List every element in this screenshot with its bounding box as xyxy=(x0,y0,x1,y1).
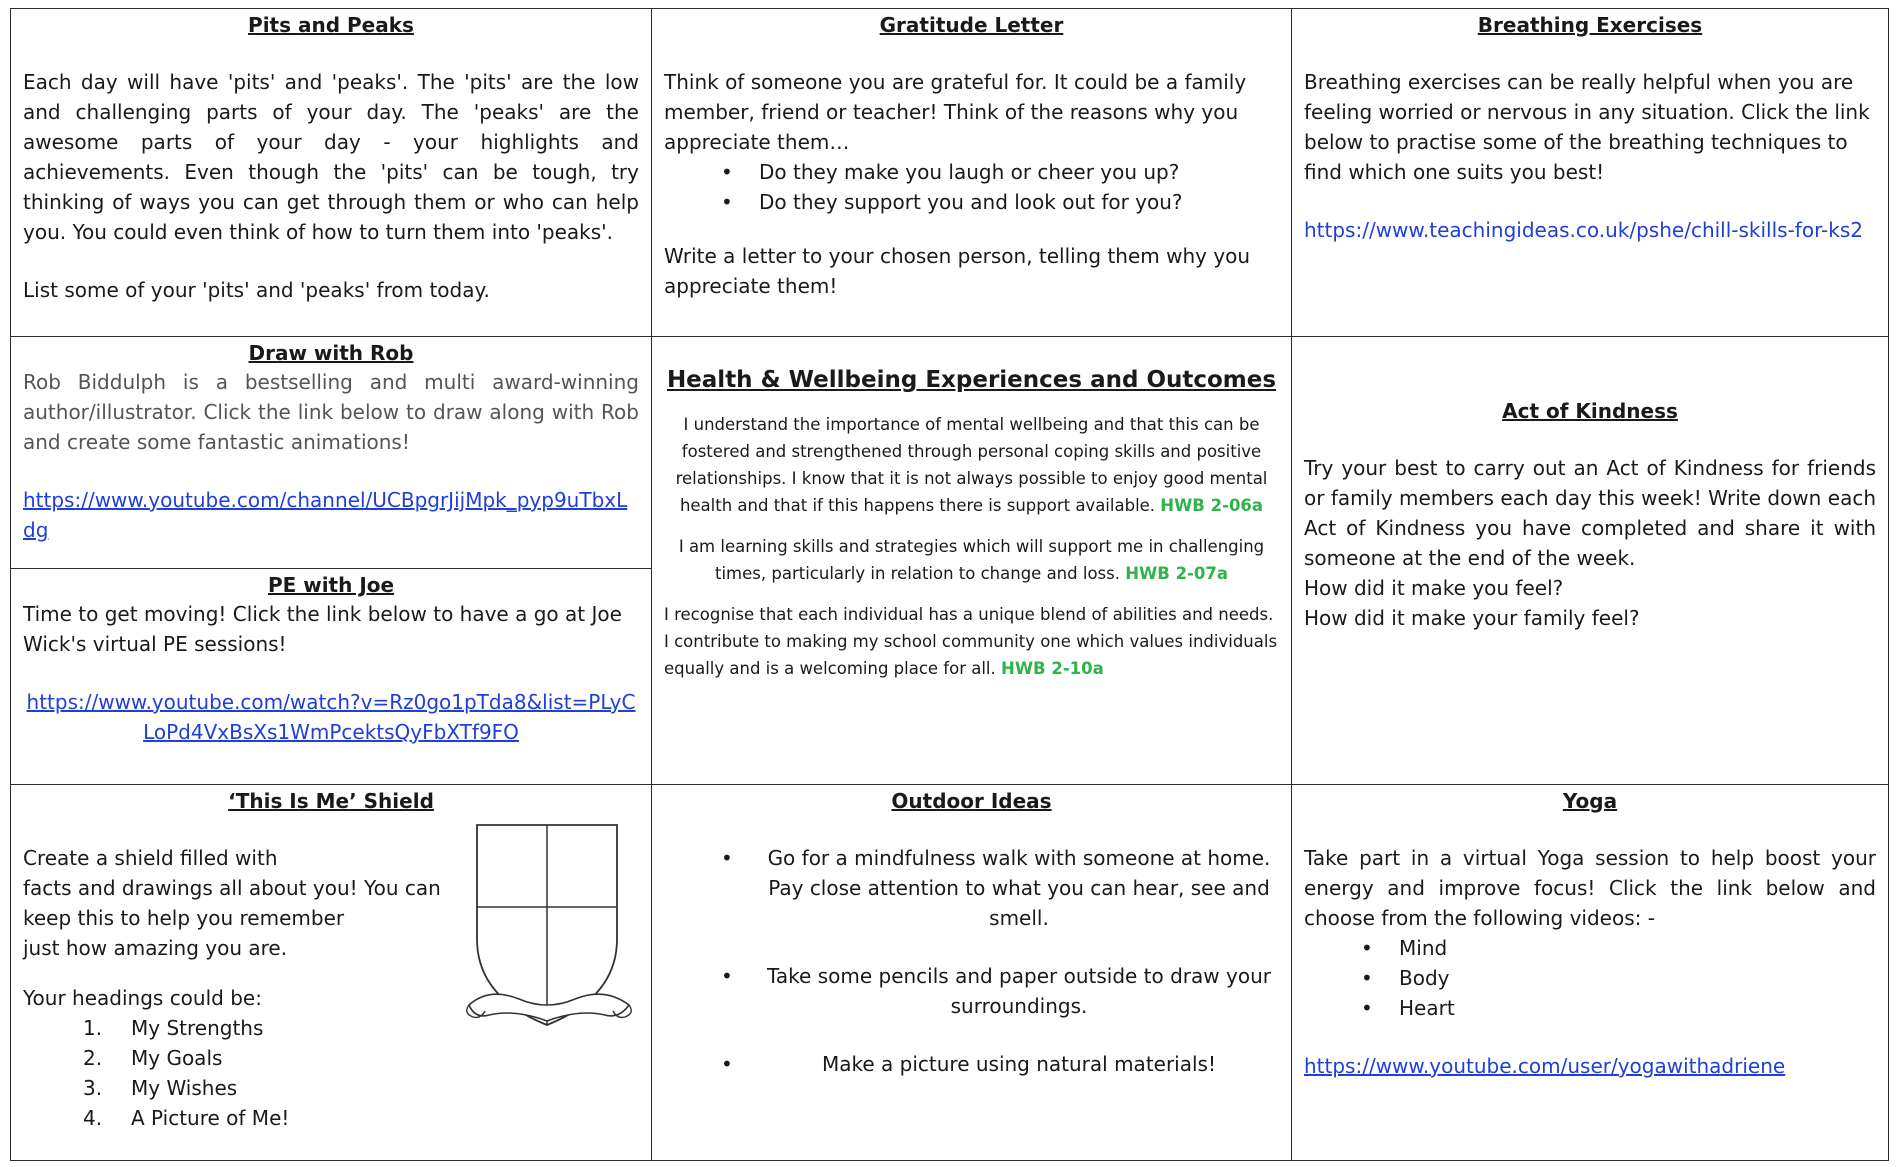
draw-rob-title: Draw with Rob xyxy=(248,341,414,365)
shield-cell xyxy=(11,785,652,1161)
shield-icon xyxy=(459,819,639,1039)
list-item: • Body xyxy=(1304,963,1876,993)
shield-headings-intro: Your headings could be: xyxy=(23,986,262,1010)
pits-peaks-cell xyxy=(11,9,652,337)
list-item: • Do they support you and look out for you? xyxy=(664,187,1279,217)
kindness-text: Try your best to carry out an Act of Kindness for friends or family members each day this week! Write down each Act of Kindness you have completed and share it with someone at the end of the week. xyxy=(1304,456,1876,570)
yoga-link[interactable]: https://www.youtube.com/user/yogawithadriene xyxy=(1304,1054,1786,1078)
outdoor-list xyxy=(664,843,1279,933)
kindness-cell xyxy=(1292,337,1889,785)
shield-title: ‘This Is Me’ Shield xyxy=(228,789,434,813)
breathing-link[interactable]: https://www.teachingideas.co.uk/pshe/chill-skills-for-ks2 xyxy=(1304,218,1863,242)
pe-joe-link[interactable]: https://www.youtube.com/watch?v=Rz0go1pTda8&list=PLyCLoPd4VxBsXs1WmPcektsQyFbXTf9FO xyxy=(26,690,636,744)
gratitude-title: Gratitude Letter xyxy=(879,13,1064,37)
draw-rob-section xyxy=(11,337,651,569)
pe-joe-title: PE with Joe xyxy=(267,573,395,597)
list-item: • Heart xyxy=(1304,993,1876,1023)
outcome-code: HWB 2-06a xyxy=(1160,496,1264,515)
list-item: • Go for a mindfulness walk with someone at home. Pay close attention to what you can hear, see and smell. xyxy=(664,843,1279,933)
activity-grid xyxy=(10,8,1889,1161)
pe-joe-section xyxy=(11,569,651,753)
gratitude-bullets xyxy=(664,157,1279,217)
yoga-options xyxy=(1304,933,1876,1023)
hwb-cell xyxy=(652,337,1292,785)
list-item: • Make a picture using natural materials! xyxy=(664,1049,1279,1079)
yoga-cell xyxy=(1292,785,1889,1161)
list-item: • Do they make you laugh or cheer you up? xyxy=(664,157,1279,187)
shield-line: facts and drawings all about you! You can xyxy=(23,876,441,900)
outcome-code: HWB 2-07a xyxy=(1125,564,1228,583)
yoga-text: Take part in a virtual Yoga session to help boost your energy and improve focus! Click the link below and choose from the following videos: - xyxy=(1304,846,1876,930)
breathing-title: Breathing Exercises xyxy=(1477,13,1703,37)
outdoor-title: Outdoor Ideas xyxy=(891,789,1052,813)
hwb-outcome-2 xyxy=(664,533,1279,587)
shield-illustration xyxy=(459,819,639,1039)
hwb-title: Health & Wellbeing Experiences and Outcomes xyxy=(666,367,1277,393)
outcome-text: I recognise that each individual has a unique blend of abilities and needs. I contribute to making my school community one which values individuals equally and is a welcoming place for all. xyxy=(664,605,1278,678)
draw-rob-text: Rob Biddulph is a bestselling and multi award-winning author/illustrator. Click the link below to draw along with Rob and create some fantastic animations! xyxy=(23,370,639,454)
breathing-text: Breathing exercises can be really helpful when you are feeling worried or nervous in any situation. Click the link below to practise some of the breathing techniques to find which one suits you best! xyxy=(1304,70,1870,184)
outcome-text: I am learning skills and strategies which will support me in challenging times, particularly in relation to change and loss. xyxy=(678,537,1265,583)
shield-line: keep this to help you remember xyxy=(23,906,345,930)
breathing-cell xyxy=(1292,9,1889,337)
list-item: 1. My Strengths xyxy=(83,1016,264,1040)
outdoor-list-3 xyxy=(664,1049,1279,1079)
outdoor-list-2 xyxy=(664,961,1279,1021)
list-item: • Mind xyxy=(1304,933,1876,963)
outdoor-cell xyxy=(652,785,1292,1161)
pits-peaks-task: List some of your 'pits' and 'peaks' from today. xyxy=(23,278,490,302)
list-item: 4. A Picture of Me! xyxy=(83,1106,290,1130)
pits-peaks-title: Pits and Peaks xyxy=(248,13,414,37)
draw-rob-link[interactable]: https://www.youtube.com/channel/UCBpgrJijMpk_pyp9uTbxLdg xyxy=(23,488,628,542)
draw-pe-cell xyxy=(11,337,652,785)
kindness-question-1: How did it make you feel? xyxy=(1304,576,1564,600)
kindness-title: Act of Kindness xyxy=(1502,399,1678,423)
shield-line: Create a shield filled with xyxy=(23,846,278,870)
pe-joe-text: Time to get moving! Click the link below to have a go at Joe Wick's virtual PE sessions! xyxy=(23,602,622,656)
list-item: 2. My Goals xyxy=(83,1046,223,1070)
gratitude-intro: Think of someone you are grateful for. It could be a family member, friend or teacher! Think of the reasons why you appreciate them… xyxy=(664,70,1247,154)
list-item: 3. My Wishes xyxy=(83,1076,238,1100)
kindness-question-2: How did it make your family feel? xyxy=(1304,606,1640,630)
gratitude-outro: Write a letter to your chosen person, telling them why you appreciate them! xyxy=(664,244,1251,298)
hwb-outcome-3 xyxy=(664,601,1279,682)
gratitude-cell xyxy=(652,9,1292,337)
yoga-title: Yoga xyxy=(1562,789,1618,813)
hwb-outcome-1 xyxy=(664,411,1279,519)
shield-line: just how amazing you are. xyxy=(23,936,288,960)
outcome-code: HWB 2-10a xyxy=(1001,659,1104,678)
pits-peaks-text: Each day will have 'pits' and 'peaks'. The 'pits' are the low and challenging parts of your day. The 'peaks' are the awesome parts of your day - your highlights and achievements. Even though the 'pits' can be tough, try thinking of ways you can get through them or who can help you. You could even think of how to turn them into 'peaks'. xyxy=(23,70,639,244)
outcome-text: I understand the importance of mental wellbeing and that this can be fostered and strengthened through personal coping skills and positive relationships. I know that it is not always possible to enjoy good mental health and that if this happens there is support available. xyxy=(675,415,1268,515)
list-item: • Take some pencils and paper outside to draw your surroundings. xyxy=(664,961,1279,1021)
